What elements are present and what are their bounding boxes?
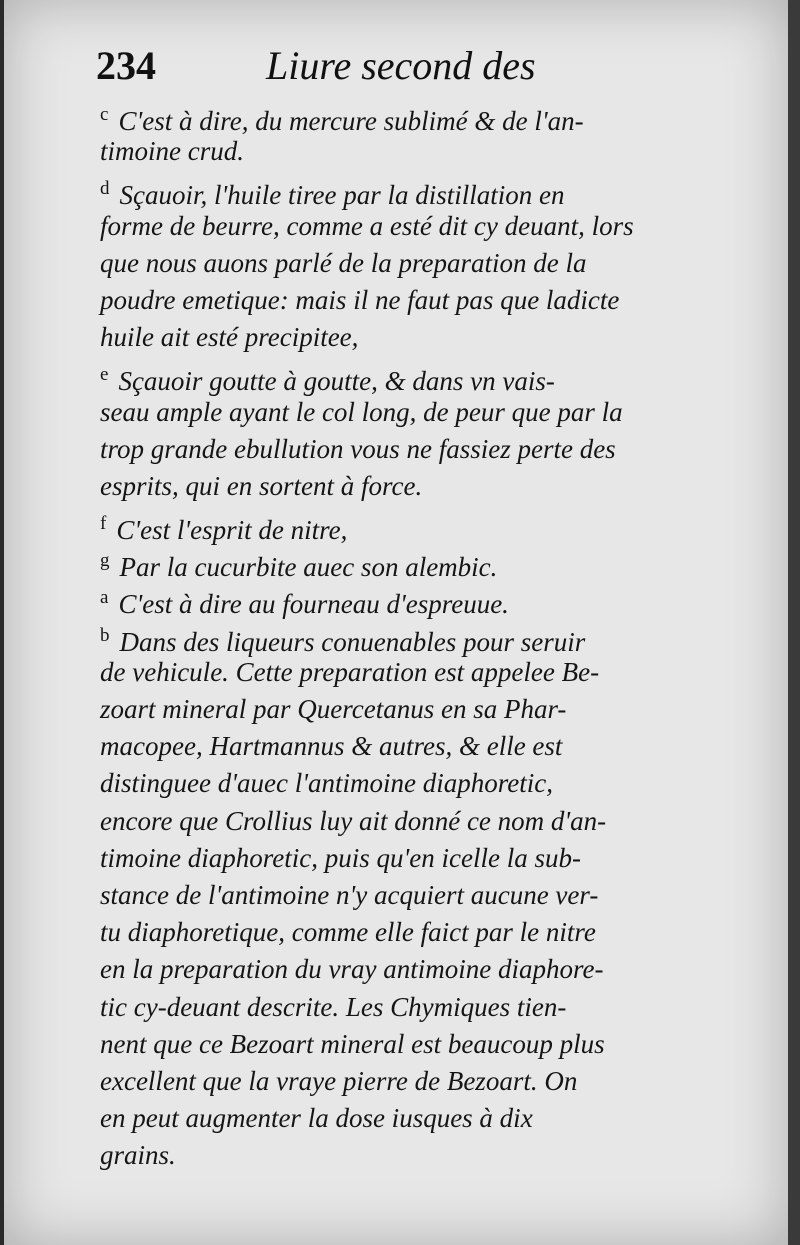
line-text: esprits, qui en sortent à force. — [100, 470, 423, 501]
line-text: que nous auons parlé de la preparation de la — [100, 247, 587, 278]
line-text: forme de beurre, comme a esté dit cy deuant, lors — [100, 210, 634, 241]
line-text: de vehicule. Cette preparation est appelee Be- — [100, 656, 600, 687]
note-marker: f — [100, 513, 107, 535]
note-marker: g — [100, 550, 110, 572]
line-text: distinguee d'auec l'antimoine diaphoretic, — [100, 768, 553, 799]
text-line — [100, 356, 690, 397]
line-text: C'est à dire au fourneau d'espreuue. — [118, 589, 509, 620]
text-line — [100, 505, 690, 546]
text-line — [100, 1137, 690, 1174]
line-text: Sçauoir, l'huile tiree par la distillation en — [119, 180, 565, 211]
text-line — [100, 1100, 690, 1137]
text-line — [100, 765, 690, 802]
text-line — [100, 951, 690, 988]
line-text: Sçauoir goutte à goutte, & dans vn vais- — [118, 366, 555, 397]
text-line — [100, 728, 690, 765]
text-line — [100, 208, 690, 245]
page-number: 234 — [96, 43, 156, 88]
text-line — [100, 579, 690, 620]
line-text: en peut augmenter la dose iusques à dix — [100, 1103, 533, 1134]
page-edge — [788, 0, 800, 1245]
line-text: stance de l'antimoine n'y acquiert aucune ver- — [100, 879, 599, 910]
line-text: C'est l'esprit de nitre, — [116, 515, 348, 546]
text-line — [100, 431, 690, 468]
text-line — [100, 170, 690, 211]
text-line — [100, 245, 690, 282]
text-line — [100, 282, 690, 319]
text-line — [100, 691, 690, 728]
note-marker: d — [100, 178, 110, 200]
line-text: encore que Crollius luy ait donné ce nom d'an- — [100, 805, 607, 836]
line-text: macopee, Hartmannus & autres, & elle est — [100, 731, 563, 762]
body-text — [100, 96, 690, 1174]
note-marker: c — [100, 104, 109, 125]
text-line — [100, 1063, 690, 1100]
line-text: Dans des liqueurs conuenables pour seruir — [119, 626, 586, 657]
text-line — [100, 394, 690, 431]
line-text: nent que ce Bezoart mineral est beaucoup plus — [100, 1028, 605, 1059]
line-text: tu diaphoretique, comme elle faict par le nitre — [100, 917, 596, 948]
line-text: en la preparation du vray antimoine diaphore- — [100, 954, 604, 985]
text-line — [100, 654, 690, 691]
line-text: poudre emetique: mais il ne faut pas que ladicte — [100, 284, 620, 315]
line-text: seau ample ayant le col long, de peur que par la — [100, 396, 623, 427]
text-line — [100, 319, 690, 356]
text-line — [100, 914, 690, 951]
line-text: zoart mineral par Quercetanus en sa Phar- — [100, 694, 567, 724]
line-text: timoine crud. — [100, 136, 244, 167]
line-text: tic cy-deuant descrite. Les Chymiques tien- — [100, 991, 567, 1022]
line-text: C'est à dire, du mercure sublimé & de l'an- — [118, 106, 584, 136]
note-marker: e — [100, 364, 109, 386]
text-line — [100, 542, 690, 583]
text-line — [100, 840, 690, 877]
note-marker: a — [100, 587, 109, 609]
note-marker: b — [100, 624, 110, 646]
text-line — [100, 96, 690, 136]
line-text: excellent que la vraye pierre de Bezoart. On — [100, 1065, 578, 1096]
text-line — [100, 803, 690, 840]
text-line — [100, 617, 690, 657]
line-text: timoine diaphoretic, puis qu'en icelle la sub- — [100, 842, 581, 873]
text-line — [100, 468, 690, 505]
line-text: Par la cucurbite auec son alembic. — [119, 552, 498, 583]
book-page — [4, 0, 788, 1245]
text-line — [100, 133, 690, 170]
line-text: huile ait esté precipitee, — [100, 322, 359, 353]
line-text: trop grande ebullution vous ne fassiez perte des — [100, 433, 616, 464]
running-head: Liure second des — [266, 43, 536, 88]
page-header — [96, 42, 696, 88]
text-line — [100, 877, 690, 914]
text-line — [100, 1026, 690, 1063]
text-line — [100, 989, 690, 1026]
line-text: grains. — [100, 1140, 176, 1171]
